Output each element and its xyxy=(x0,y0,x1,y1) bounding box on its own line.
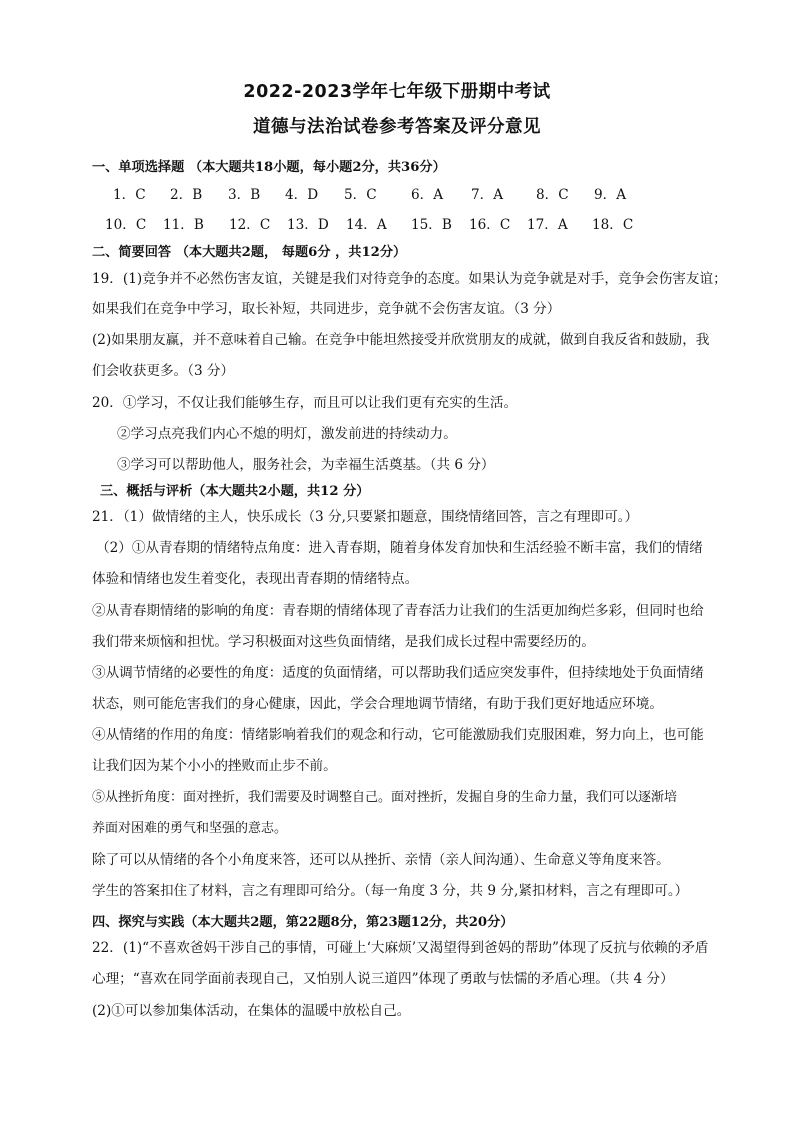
section2-heading: 二、简要回答 （本大题共2题， 每题6分 ，共12分） xyxy=(92,245,407,260)
q21-line: 让我们因为某个小小的挫败而止步不前。 xyxy=(92,758,337,774)
section1-heading: 一、单项选择题 （本大题共18小题，每小题2分，共36分） xyxy=(92,160,446,175)
q21-line: ②从青春期情绪的影响的角度：青春期的情绪体现了青春活力让我们的生活更加绚烂多彩，但同时也给 xyxy=(92,603,704,619)
answer-item: 8．C xyxy=(536,187,569,203)
q21-line: 学生的答案扣住了材料，言之有理即可给分。（每一角度 3 分，共 9 分,紧扣材料，言之有理即可。） xyxy=(92,883,689,899)
section4-heading: 四、探究与实践（本大题共2题，第22题8分，第23题12分，共20分） xyxy=(92,915,514,930)
q20-line: ②学习点亮我们内心不熄的明灯，激发前进的持续动力。 xyxy=(117,426,457,442)
q19-line: 19．(1)竞争并不必然伤害友谊，关键是我们对待竞争的态度。如果认为竞争就是对手，竞争会伤害友谊； xyxy=(92,271,727,287)
answer-item: 14．A xyxy=(346,217,387,233)
q21-line: 除了可以从情绪的各个小角度来答，还可以从挫折、亲情（亲人间沟通）、生命意义等角度来答。 xyxy=(92,852,670,868)
q21-line: 体验和情绪也发生着变化，表现出青春期的情绪特点。 xyxy=(92,571,419,587)
answer-item: 7．A xyxy=(471,187,504,203)
answer-item: 18．C xyxy=(592,217,634,233)
q21-line: ③从调节情绪的必要性的角度：适度的负面情绪，可以帮助我们适应突发事件，但持续地处于负面情绪 xyxy=(92,665,704,681)
answer-item: 15．B xyxy=(411,217,452,233)
section3-heading: 三、概括与评析（本大题共2小题，共12 分） xyxy=(100,484,370,499)
answer-item: 13．D xyxy=(287,217,329,233)
answer-item: 16．C xyxy=(469,217,511,233)
q19-line: (2)如果朋友赢，并不意味着自己输。在竞争中能坦然接受并欣赏朋友的成就，做到自我反省和鼓励，我 xyxy=(92,332,710,348)
document-subtitle: 道德与法治试卷参考答案及评分意见 xyxy=(253,117,541,137)
answer-item: 5．C xyxy=(344,187,377,203)
answer-item: 3．B xyxy=(228,187,261,203)
answer-item: 4．D xyxy=(285,187,319,203)
q21-line: 状态，则可能危害我们的身心健康，因此，学会合理地调节情绪，有助于我们更好地适应环境。 xyxy=(92,696,663,712)
answer-item: 12．C xyxy=(229,217,271,233)
q22-line: (2)①可以参加集体活动，在集体的温暖中放松自己。 xyxy=(92,1003,411,1019)
q21-line: 21．（1）做情绪的主人，快乐成长（3 分,只要紧扣题意，围绕情绪回答，言之有理即可。） xyxy=(92,509,639,525)
q22-line: 心理；“喜欢在同学面前表现自己，又怕别人说三道四”体现了勇敢与怯懦的矛盾心理。（共 4 分） xyxy=(92,971,674,987)
q19-line: 如果我们在竞争中学习，取长补短，共同进步，竞争就不会伤害友谊。（3 分） xyxy=(92,301,561,317)
answer-row-2 xyxy=(105,215,642,235)
answer-item: 9．A xyxy=(594,187,627,203)
answer-item: 1．C xyxy=(113,187,146,203)
document-title: 2022-2023学年七年级下册期中考试 xyxy=(243,82,551,102)
q19-line: 们会收获更多。（3 分） xyxy=(92,363,235,379)
q21-line: （2）①从青春期的情绪特点角度：进入青春期，随着身体发育加快和生活经验不断丰富，我们的情绪 xyxy=(96,540,703,556)
q21-line: 养面对困难的勇气和坚强的意志。 xyxy=(92,821,288,836)
answer-item: 6．A xyxy=(411,187,444,203)
q21-line: ④从情绪的作用的角度：情绪影响着我们的观念和行动，它可能激励我们克服困难，努力向上，也可能 xyxy=(92,727,704,743)
answer-item: 11．B xyxy=(163,217,204,233)
q21-line: 我们带来烦恼和担忧。学习积极面对这些负面情绪，是我们成长过程中需要经历的。 xyxy=(92,634,595,650)
answer-item: 10．C xyxy=(105,217,147,233)
q22-line: 22．(1)“不喜欢爸妈干涉自己的事情，可碰上‘大麻烦’又渴望得到爸妈的帮助”体现了反抗与依赖的矛盾 xyxy=(92,940,709,956)
answer-item: 2．B xyxy=(170,187,203,203)
q20-line: 20．①学习，不仅让我们能够生存，而且可以让我们更有充实的生活。 xyxy=(92,395,518,411)
answer-row-1 xyxy=(113,185,644,205)
q21-line: ⑤从挫折角度：面对挫折，我们需要及时调整自己。面对挫折，发掘自身的生命力量，我们可以逐渐培 xyxy=(92,790,678,805)
answer-item: 17．A xyxy=(527,217,568,233)
q20-line: ③学习可以帮助他人，服务社会，为幸福生活奠基。（共 6 分） xyxy=(117,457,495,473)
